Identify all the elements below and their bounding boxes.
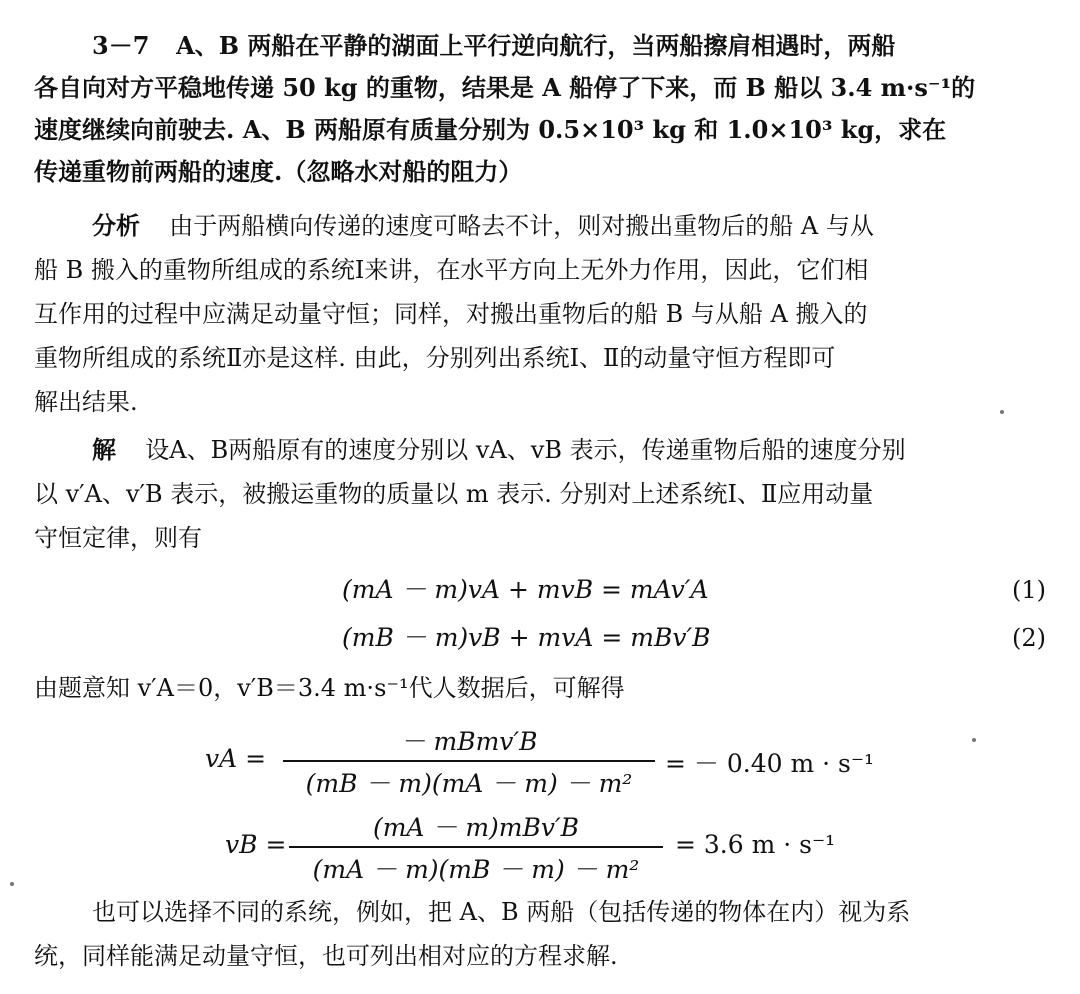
vA-fraction-bar <box>283 760 655 762</box>
analysis-line-5: 解出结果. <box>34 388 138 416</box>
problem-line-1 <box>92 30 1046 62</box>
scan-speck <box>972 738 976 742</box>
problem-line-2: 各自向对方平稳地传递 50 kg 的重物，结果是 A 船停了下来，而 B 船以 3.4 m·s⁻¹的 <box>34 73 976 102</box>
equation-1: (mA － m)vA + mvB = mAv′A <box>342 575 709 604</box>
analysis-line-1 <box>92 210 1046 242</box>
solution-text-1: 设A、B两船原有的速度分别以 vA、vB 表示，传递重物后船的速度分别 <box>145 436 906 464</box>
vA-denominator: (mB － m)(mA － m) － m² <box>305 769 633 798</box>
vB-fraction-bar <box>289 846 663 848</box>
vA-formula <box>205 722 905 802</box>
analysis-line-4: 重物所组成的系统Ⅱ亦是这样. 由此，分别列出系统Ⅰ、Ⅱ的动量守恒方程即可 <box>34 344 836 372</box>
equation-1-number: (1) <box>1012 576 1046 604</box>
analysis-text-1: 由于两船横向传递的速度可略去不计，则对搬出重物后的船 A 与从 <box>169 212 874 240</box>
vB-denominator: (mA － m)(mB － m) － m² <box>312 855 640 884</box>
vB-result: = 3.6 m · s⁻¹ <box>675 830 836 859</box>
problem-line-3: 速度继续向前驶去. A、B 两船原有质量分别为 0.5×10³ kg 和 1.0×10³ kg，求在 <box>34 115 947 144</box>
vA-lhs: vA = <box>205 744 267 773</box>
equation-2: (mB － m)vB + mvA = mBv′B <box>342 623 711 652</box>
solution-line-1 <box>92 434 1046 466</box>
equation-2-number: (2) <box>1012 624 1046 652</box>
problem-text-1: A、B 两船在平静的湖面上平行逆向航行，当两船擦肩相遇时，两船 <box>176 31 896 60</box>
analysis-line-2: 船 B 搬入的重物所组成的系统Ⅰ来讲，在水平方向上无外力作用，因此，它们相 <box>34 256 869 284</box>
solution-line-2: 以 v′A、v′B 表示，被搬运重物的质量以 m 表示. 分别对上述系统Ⅰ、Ⅱ应用动量 <box>34 480 874 508</box>
solution-line-3: 守恒定律，则有 <box>34 524 202 552</box>
vB-formula <box>225 808 925 888</box>
vA-numerator: － mBmv′B <box>400 727 538 756</box>
vA-result: = － 0.40 m · s⁻¹ <box>665 749 875 778</box>
closing-line-2: 统，同样能满足动量守恒，也可列出相对应的方程求解. <box>34 942 618 970</box>
closing-line-1: 也可以选择不同的系统，例如，把 A、B 两船（包括传递的物体在内）视为系 <box>92 898 911 926</box>
problem-number: 3－7 <box>92 31 150 60</box>
vB-numerator: (mA － m)mBv′B <box>372 813 580 842</box>
given-line: 由题意知 v′A＝0，v′B＝3.4 m·s⁻¹代人数据后，可解得 <box>34 674 625 702</box>
scan-speck <box>1000 410 1004 414</box>
vB-fraction <box>289 808 663 886</box>
problem-line-4: 传递重物前两船的速度.（忽略水对船的阻力） <box>34 157 523 186</box>
vA-fraction <box>283 722 655 800</box>
solution-heading: 解 <box>92 435 116 464</box>
vB-lhs: vB = <box>225 830 287 859</box>
analysis-line-3: 互作用的过程中应满足动量守恒；同样，对搬出重物后的船 B 与从船 A 搬入的 <box>34 300 868 328</box>
scan-speck <box>10 882 14 886</box>
analysis-heading: 分析 <box>92 211 140 240</box>
